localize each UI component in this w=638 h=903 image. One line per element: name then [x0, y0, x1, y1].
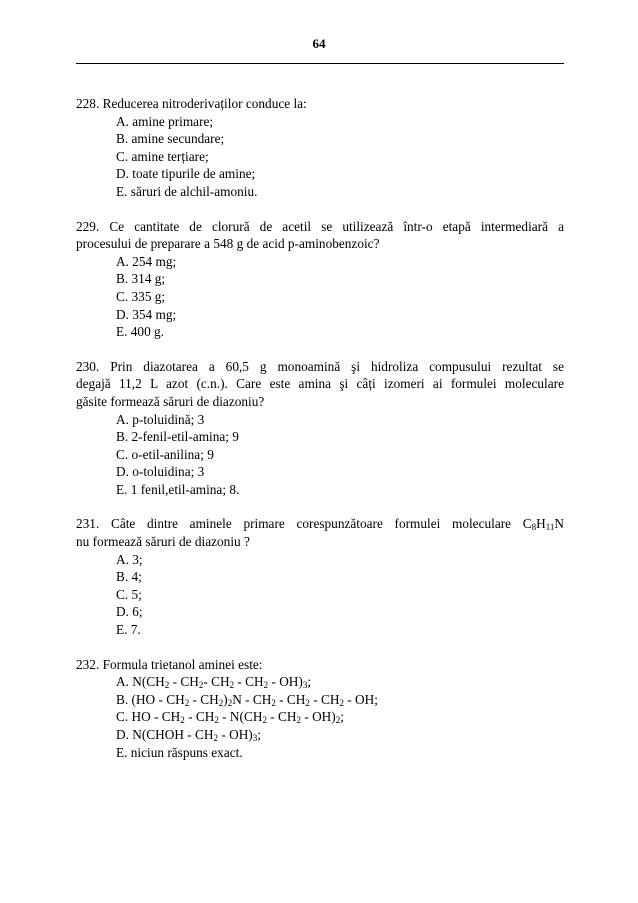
answer-option-d: D. 354 mg; — [116, 306, 177, 322]
answer-option-e: E. săruri de alchil-amoniu. — [116, 183, 258, 199]
stem-line: 229. Ce cantitate de clorură de acetil se utilizează într-o etapă intermediară a — [76, 218, 564, 234]
question-230 — [76, 358, 564, 499]
formula-subscript: 2 — [339, 697, 344, 708]
questions-container — [76, 95, 564, 778]
formula-text: ; — [307, 674, 312, 690]
formula-text: - CH — [189, 691, 219, 707]
formula-subscript: 2 — [214, 715, 219, 726]
answer-option-a: A. amine primare; — [116, 113, 214, 129]
answer-option-b — [76, 691, 564, 709]
answer-option-d: D. o-toluidina; 3 — [116, 464, 205, 480]
formula-text: ; — [340, 709, 344, 725]
answer-option-c — [76, 708, 564, 726]
formula-text: - CH — [309, 691, 340, 707]
formula-text: - CH — [203, 674, 230, 690]
formula-subscript: 2 — [180, 715, 185, 726]
stem-text: 231. Câte dintre aminele primare corespunzătoare formulei moleculare C — [76, 516, 532, 532]
answer-option-c: C. 5; — [116, 586, 142, 602]
answer-option-c: C. 335 g; — [116, 288, 166, 304]
formula-text: - CH — [234, 674, 264, 690]
formula-text: - OH) — [218, 727, 253, 742]
question-228 — [76, 95, 564, 201]
stem-text: H — [536, 516, 546, 532]
formula-text: A. N(CH — [116, 674, 165, 690]
formula-text: - CH — [169, 674, 199, 690]
question-stem — [76, 358, 564, 411]
answer-option-a — [76, 673, 564, 691]
question-231 — [76, 515, 564, 638]
formula-text: B. (HO - CH — [116, 691, 185, 707]
formula-text: - OH) — [301, 709, 336, 725]
formula-text: E. niciun răspuns exact. — [116, 744, 243, 760]
answer-option-e: E. 1 fenil,etil-amina; 8. — [116, 481, 240, 497]
formula-subscript: 11 — [545, 522, 555, 533]
formula-subscript: 2 — [262, 715, 267, 726]
stem-line: 228. Reducerea nitroderivaților conduce la: — [76, 96, 307, 111]
question-stem — [76, 95, 564, 113]
formula-text: - OH) — [268, 674, 303, 690]
question-stem — [76, 218, 564, 253]
answer-option-c: C. o-etil-anilina; 9 — [116, 446, 214, 462]
page-number: 64 — [312, 36, 326, 51]
formula-text: - CH — [184, 709, 215, 725]
stem-line: 232. Formula trietanol aminei este: — [76, 656, 263, 672]
answer-option-a: A. 3; — [116, 551, 143, 567]
formula-subscript: 3 — [302, 680, 308, 691]
formula-text: ) — [223, 691, 228, 707]
formula-text: - CH — [275, 691, 306, 707]
formula-subscript: 2 — [296, 715, 301, 726]
answer-option-b: B. amine secundare; — [116, 131, 225, 147]
formula-subscript: 2 — [263, 680, 269, 691]
stem-line: degajă 11,2 L azot (c.n.). Care este amina şi câți izomeri ai formulei moleculare — [76, 376, 564, 392]
formula-text: - N(CH — [218, 709, 263, 725]
formula-subscript: 3 — [252, 733, 258, 743]
formula-subscript: 8 — [531, 522, 537, 533]
question-232 — [76, 656, 564, 762]
question-stem — [76, 515, 564, 550]
formula-text: ; — [257, 727, 261, 742]
answer-option-c: C. amine terțiare; — [116, 148, 209, 164]
answer-option-a: A. p-toluidină; 3 — [116, 411, 205, 427]
answer-option-e: E. 7. — [116, 622, 141, 638]
stem-line — [76, 515, 564, 533]
formula-subscript: 2 — [229, 680, 235, 691]
answer-option-a: A. 254 mg; — [116, 253, 177, 269]
answer-option-d: D. toate tipurile de amine; — [116, 166, 256, 182]
formula-subscript: 2 — [335, 715, 341, 726]
formula-text: C. HO - CH — [116, 709, 181, 725]
answer-option-b: B. 2-fenil-etil-amina; 9 — [116, 429, 239, 445]
formula-subscript: 2 — [305, 697, 310, 708]
answer-option-e: E. 400 g. — [116, 324, 165, 340]
formula-subscript: 2 — [184, 697, 190, 708]
stem-line: 230. Prin diazotarea a 60,5 g monoamină şi hidroliza compusului rezultat se — [76, 358, 564, 374]
header-divider — [76, 63, 564, 64]
formula-subscript: 2 — [164, 680, 170, 691]
formula-text: D. N(CHOH - CH — [116, 727, 214, 742]
formula-subscript: 2 — [198, 680, 204, 691]
stem-line: procesului de preparare a 548 g de acid p-aminobenzoic? — [76, 236, 380, 252]
formula-subscript: 2 — [218, 697, 224, 708]
formula-subscript: 2 — [227, 697, 233, 708]
formula-subscript: 2 — [213, 733, 219, 743]
formula-text: - CH — [266, 709, 297, 725]
formula-subscript: 2 — [271, 697, 276, 708]
answer-option-b: B. 314 g; — [116, 271, 166, 287]
formula-text: - OH; — [343, 691, 378, 707]
answer-option-d — [76, 726, 564, 744]
stem-text: N — [554, 516, 564, 532]
formula-text: N - CH — [232, 691, 272, 707]
stem-line: nu formează săruri de diazoniu ? — [76, 534, 250, 550]
answer-option-e — [76, 744, 564, 762]
question-stem — [76, 656, 564, 674]
answer-option-d: D. 6; — [116, 604, 143, 620]
question-229 — [76, 218, 564, 341]
answer-option-b: B. 4; — [116, 569, 142, 585]
stem-line: găsite formează săruri de diazoniu? — [76, 393, 265, 409]
